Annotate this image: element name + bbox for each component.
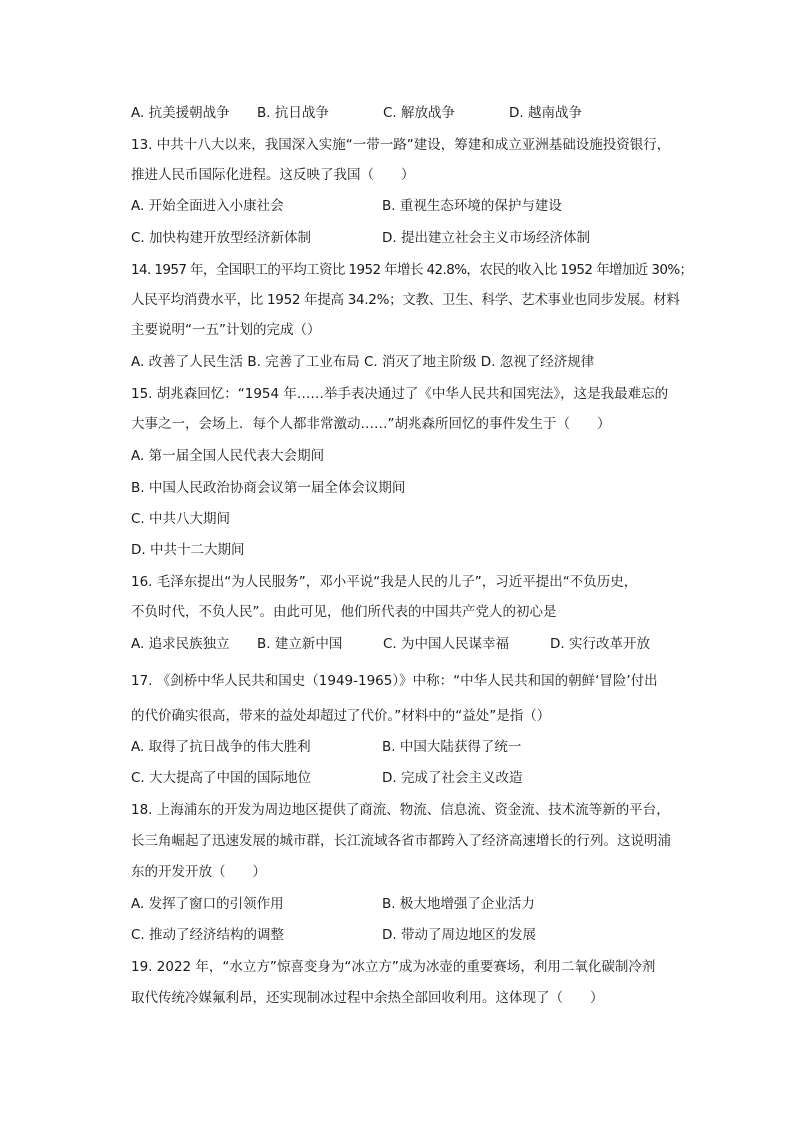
q18-stem-line-1: 18. 上海浦东的开发为周边地区提供了商流、物流、信息流、资金流、技术流等新的平台，: [131, 802, 670, 818]
q16-option-c: C. 为中国人民谋幸福: [383, 636, 510, 652]
q15-option-d: D. 中共十二大期间: [131, 542, 245, 558]
q15-option-c: C. 中共八大期间: [131, 511, 231, 527]
q13-option-c: C. 加快构建开放型经济新体制: [131, 230, 312, 246]
q16-option-d: D. 实行改革开放: [550, 636, 650, 652]
q19-stem-line-2: 取代传统冷媒氟利昂，还实现制冰过程中余热全部回收利用。这体现了（ ）: [131, 990, 604, 1006]
q16-option-a: A. 追求民族独立: [131, 636, 230, 652]
q17-option-a: A. 取得了抗日战争的伟大胜利: [131, 739, 311, 755]
q17-stem-line-1: 17. 《剑桥中华人民共和国史（1949-1965）》中称：“中华人民共和国的朝鲜‘冒险’付出: [131, 673, 658, 689]
q13-option-b: B. 重视生态环境的保护与建设: [382, 198, 562, 214]
q13-option-d: D. 提出建立社会主义市场经济体制: [382, 230, 590, 246]
q12-option-a: A. 抗美援朝战争: [131, 105, 230, 121]
q12-option-c: C. 解放战争: [383, 105, 456, 121]
q12-option-d: D. 越南战争: [509, 105, 582, 121]
q13-option-a: A. 开始全面进入小康社会: [131, 198, 284, 214]
q18-option-a: A. 发挥了窗口的引领作用: [131, 896, 284, 912]
q14-stem-line-3: 主要说明“一五”计划的完成（）: [131, 322, 321, 338]
q13-stem-line-2: 推进人民币国际化进程。这反映了我国（ ）: [131, 167, 415, 183]
q14-stem-line-1: 14. 1957 年，全国职工的平均工资比 1952 年增长 42.8%，农民的收入比 1952 年增加近 30%；: [131, 262, 693, 278]
q15-option-a: A. 第一届全国人民代表大会期间: [131, 448, 325, 464]
q18-option-b: B. 极大地增强了企业活力: [382, 896, 535, 912]
q15-option-b: B. 中国人民政治协商会议第一届全体会议期间: [131, 480, 406, 496]
q14-options: A. 改善了人民生活 B. 完善了工业布局 C. 消灭了地主阶级 D. 忽视了经济规律: [131, 354, 595, 370]
q18-option-d: D. 带动了周边地区的发展: [382, 927, 536, 943]
q17-option-c: C. 大大提高了中国的国际地位: [131, 770, 312, 786]
q16-stem-line-2: 不负时代，不负人民”。由此可见，他们所代表的中国共产党人的初心是: [131, 604, 557, 620]
q13-stem-line-1: 13. 中共十八大以来，我国深入实施“一带一路”建设，筹建和成立亚洲基础设施投资银行，: [131, 137, 671, 153]
q12-option-b: B. 抗日战争: [257, 105, 329, 121]
q16-option-b: B. 建立新中国: [257, 636, 343, 652]
q18-option-c: C. 推动了经济结构的调整: [131, 927, 285, 943]
q16-stem-line-1: 16. 毛泽东提出“为人民服务”，邓小平说“我是人民的儿子”，习近平提出“不负历史，: [131, 574, 638, 590]
q18-stem-line-2: 长三角崛起了迅速发展的城市群，长江流域各省市都跨入了经济高速增长的行列。这说明浦: [131, 833, 671, 849]
q19-stem-line-1: 19. 2022 年，“水立方”惊喜变身为“冰立方”成为冰壶的重要赛场，利用二氧化碳制冷剂: [131, 959, 656, 975]
q15-stem-line-1: 15. 胡兆森回忆：“1954 年……举手表决通过了《中华人民共和国宪法》，这是我最难忘的: [131, 386, 669, 402]
q17-option-b: B. 中国大陆获得了统一: [382, 739, 522, 755]
q15-stem-line-2: 大事之一，会场上．每个人都非常激动……”胡兆森所回忆的事件发生于（ ）: [131, 416, 611, 432]
q17-stem-line-2: 的代价确实很高，带来的益处却超过了代价。”材料中的“益处”是指（）: [131, 708, 551, 724]
q14-stem-line-2: 人民平均消费水平，比 1952 年提高 34.2%；文教、卫生、科学、艺术事业也同步发展。材料: [131, 292, 680, 308]
q18-stem-line-3: 东的开发开放（ ）: [131, 864, 266, 880]
q17-option-d: D. 完成了社会主义改造: [382, 770, 523, 786]
